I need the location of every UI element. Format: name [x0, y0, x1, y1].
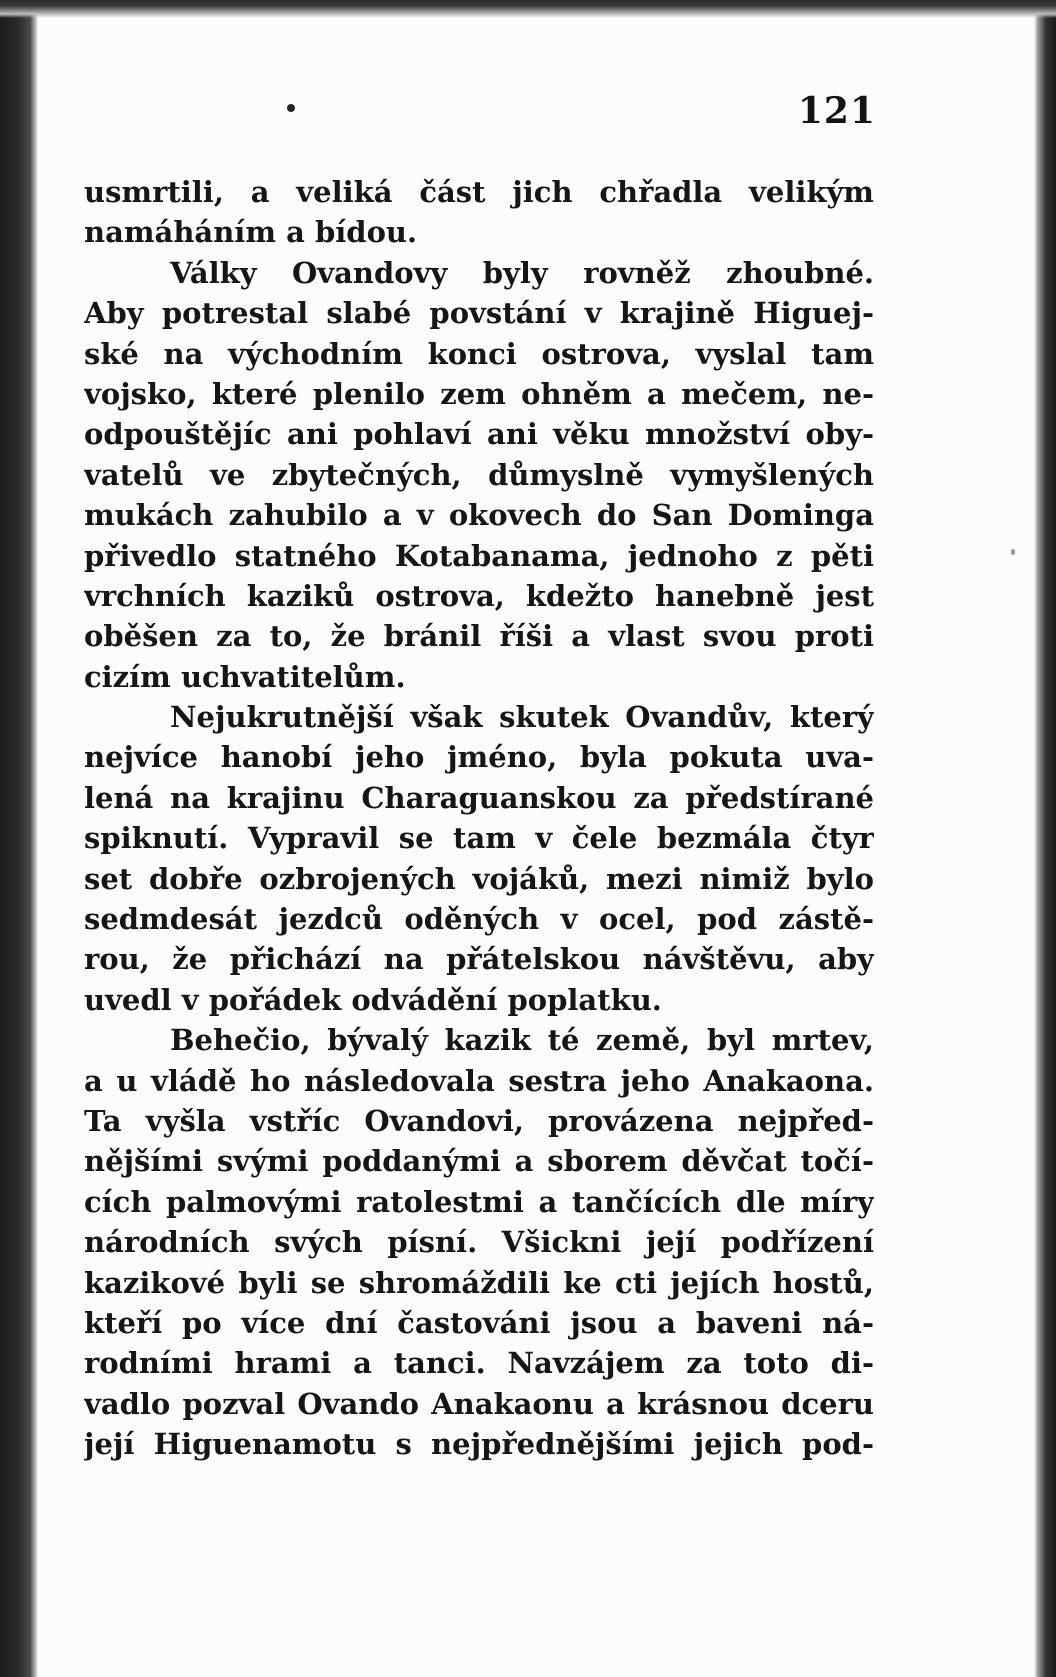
text-line: usmrtili, a veliká část jich chřadla velikým [84, 175, 874, 209]
text-line: Ta vyšla vstříc Ovandovi, provázena nejpřed- [84, 1103, 874, 1138]
page-left-edge-shadow [0, 0, 38, 1677]
text-line: vatelů ve zbytečných, důmyslně vymyšlených [84, 457, 874, 492]
text-line: namáháním a bídou. [84, 215, 418, 250]
text-line: kteří po více dní častováni jsou a baveni ná- [84, 1305, 874, 1340]
text-line: Nejukrutnější však skutek Ovandův, který [170, 700, 874, 735]
text-line: vadlo pozval Ovando Anakaonu a krásnou dceru [84, 1386, 874, 1421]
text-line: set dobře ozbrojených vojáků, mezi nimiž bylo [84, 861, 874, 896]
text-line: rou, že přichází na přátelskou návštěvu, aby [84, 942, 874, 977]
text-line: národních svých písní. Všickni její podřízení [84, 1225, 874, 1260]
text-line: uvedl v pořádek odvádění poplatku. [84, 982, 662, 1017]
text-line: vojsko, které plenilo zem ohněm a mečem, ne- [84, 376, 874, 411]
text-line: mukách zahubilo a v okovech do San Dominga [84, 498, 874, 533]
text-line: rodními hrami a tanci. Navzájem za toto di- [84, 1346, 874, 1381]
text-line: sedmdesát jezdců oděných v ocel, pod zástě- [84, 902, 874, 937]
header-dot-mark [287, 104, 295, 112]
text-line: nějšími svými poddanými a sborem děvčat točí- [84, 1144, 874, 1179]
paper-speck [1011, 549, 1015, 555]
page-top-edge-shadow [0, 0, 1056, 18]
page-right-edge-shadow [1034, 0, 1056, 1677]
text-line: spiknutí. Vypravil se tam v čele bezmála čtyr [84, 821, 874, 856]
text-line: cích palmovými ratolestmi a tančících dle míry [84, 1184, 874, 1219]
page-number: 121 [797, 90, 876, 132]
text-line: Behečio, bývalý kazik té země, byl mrtev, [170, 1023, 874, 1058]
text-line: Války Ovandovy byly rovněž zhoubné. [170, 255, 874, 290]
text-line: její Higuenamotu s nejpřednějšími jejich pod- [84, 1427, 874, 1462]
text-line: cizím uchvatitelům. [84, 659, 406, 694]
body-text [84, 172, 874, 1465]
text-line: a u vládě ho následovala sestra jeho Anakaona. [84, 1063, 874, 1098]
text-line: oběšen za to, že bránil říši a vlast svou proti [84, 619, 874, 654]
text-line: odpouštějíc ani pohlaví ani věku množství oby- [84, 417, 874, 452]
text-line: přivedlo statného Kotabanama, jednoho z pěti [84, 538, 874, 573]
text-line: vrchních kaziků ostrova, kdežto hanebně jest [84, 578, 874, 613]
text-line: nejvíce hanobí jeho jméno, byla pokuta uva- [84, 740, 874, 775]
text-line: lená na krajinu Charaguanskou za předstírané [84, 780, 874, 815]
text-line: kazikové byli se shromáždili ke cti jejích hostů, [84, 1265, 874, 1300]
text-line: ské na východním konci ostrova, vyslal tam [84, 336, 874, 371]
text-line: Aby potrestal slabé povstání v krajině Higuej- [84, 296, 874, 331]
